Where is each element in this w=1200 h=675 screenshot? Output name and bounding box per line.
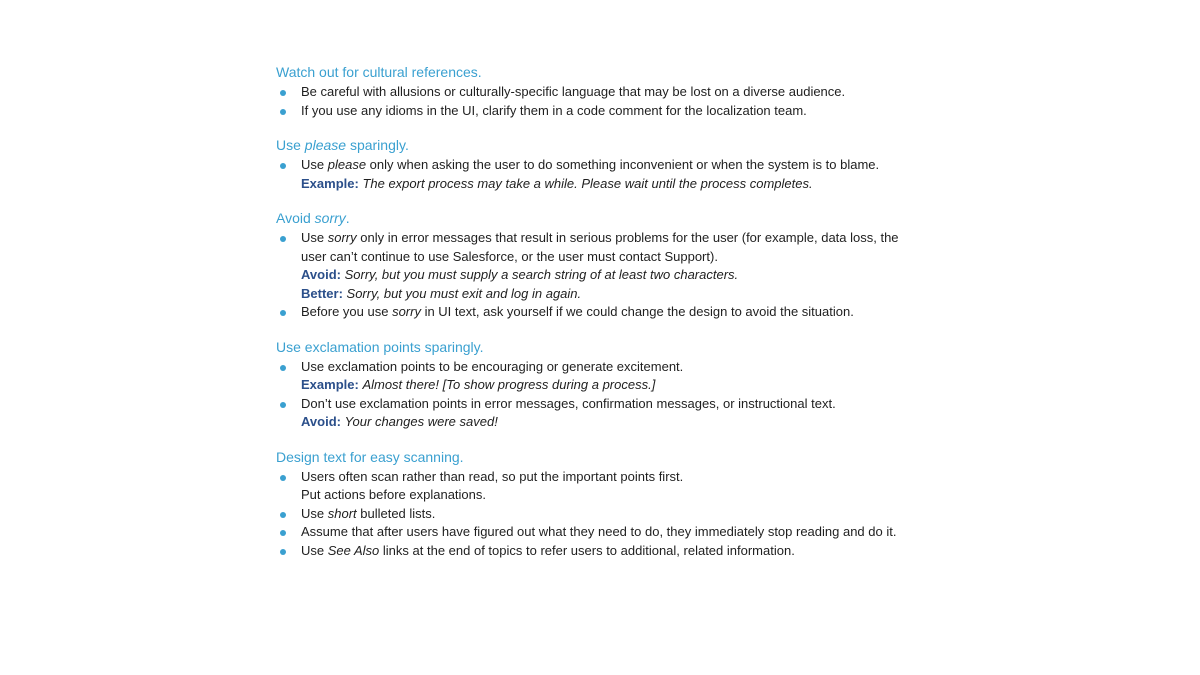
section-heading: Design text for easy scanning. (276, 448, 464, 465)
section-easy-scanning (276, 447, 916, 561)
bullet-list (276, 358, 916, 432)
bullet-dot-icon (280, 310, 286, 316)
list-item: Use See Also links at the end of topics to refer users to additional, related information. (276, 542, 916, 561)
list-item: Use please only when asking the user to do something inconvenient or when the system is to blame. Example: The export process may take a while. Please wait until the process completes. (276, 156, 916, 193)
list-item: Before you use sorry in UI text, ask yourself if we could change the design to avoid the situation. (276, 303, 916, 322)
bullet-list (276, 468, 916, 561)
section-heading: Use exclamation points sparingly. (276, 338, 484, 355)
example-label: Better: (301, 285, 343, 301)
section-exclamation-points (276, 337, 916, 432)
bullet-dot-icon (280, 90, 286, 96)
style-guide-document (276, 62, 916, 575)
example-label: Example: (301, 377, 359, 392)
example-text: Sorry, but you must supply a search string of at least two characters. (344, 267, 739, 282)
list-item: Users often scan rather than read, so put the important points first. Put actions before explanations. (276, 468, 916, 505)
section-heading: Use please sparingly. (276, 137, 409, 153)
list-item: If you use any idioms in the UI, clarify them in a code comment for the localization team. (276, 102, 916, 121)
example-text: Your changes were saved! (344, 414, 498, 429)
example-text: Almost there! [To show progress during a process.] (362, 377, 656, 392)
continuation-line: Put actions before explanations. (301, 487, 487, 502)
bullet-list (276, 229, 916, 322)
example-label: Avoid: (301, 414, 341, 429)
list-item: Don’t use exclamation points in error messages, confirmation messages, or instructional text. Avoid: Your changes were saved! (276, 395, 916, 432)
example-label: Example: (301, 175, 359, 191)
bullet-dot-icon (280, 530, 286, 536)
list-item: Use exclamation points to be encouraging or generate excitement. Example: Almost there! [To show progress during a process.] (276, 358, 916, 395)
bullet-list (276, 83, 916, 120)
example-line (301, 285, 916, 304)
example-text: The export process may take a while. Please wait until the process completes. (362, 175, 813, 191)
bullet-dot-icon (280, 365, 286, 371)
example-line (301, 266, 916, 285)
bullet-dot-icon (280, 475, 286, 481)
example-text: Sorry, but you must exit and log in again. (346, 285, 582, 301)
bullet-dot-icon (280, 549, 286, 555)
section-heading: Watch out for cultural references. (276, 64, 482, 80)
example-line (301, 413, 916, 432)
bullet-dot-icon (280, 236, 286, 242)
bullet-dot-icon (280, 163, 286, 169)
bullet-list (276, 156, 916, 193)
bullet-dot-icon (280, 402, 286, 408)
bullet-dot-icon (280, 512, 286, 518)
section-please (276, 135, 916, 193)
bullet-dot-icon (280, 109, 286, 115)
list-item: Use sorry only in error messages that result in serious problems for the user (for example, data loss, the user can’t continue to use Salesforce, or the user must contact Support). Avoid: Sorry, but you must supply a search string of at least two characters. Better: Sorry, but you must exit and log in again. (276, 229, 916, 303)
example-label: Avoid: (301, 267, 341, 282)
example-line (301, 175, 916, 194)
list-item: Be careful with allusions or culturally-specific language that may be lost on a diverse audience. (276, 83, 916, 102)
example-line (301, 376, 916, 395)
section-sorry (276, 208, 916, 322)
list-item: Assume that after users have figured out what they need to do, they immediately stop reading and do it. (276, 523, 916, 542)
section-cultural-references (276, 62, 916, 120)
list-item: Use short bulleted lists. (276, 505, 916, 524)
section-heading: Avoid sorry. (276, 210, 350, 226)
